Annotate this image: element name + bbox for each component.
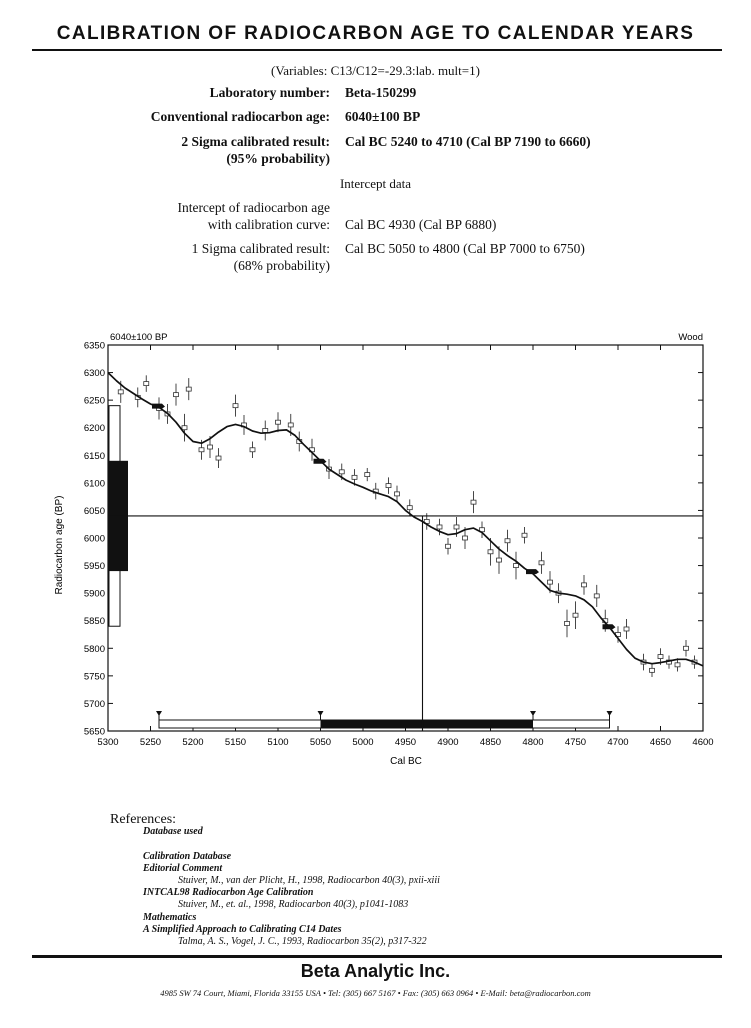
intercept-heading: Intercept data [339,176,412,191]
measurement-point [386,484,391,488]
x-tick-label: 4600 [692,737,714,748]
measurement-point [446,544,451,548]
ref-editorial-comment: Editorial Comment [143,863,223,874]
measurement-point [182,426,187,430]
measurement-point [594,594,599,598]
x-tick-label: 5100 [267,737,289,748]
measurement-point [658,655,663,659]
y-tick-label: 6300 [83,368,105,380]
x-tick-label: 4800 [522,737,544,748]
measurement-point [514,564,519,568]
x-tick-label: 4750 [564,737,587,748]
conventional-age-value: 6040±100 BP [345,109,421,124]
variables-line: (Variables: C13/C12=-29.3:lab. mult=1) [271,63,480,78]
sigma1-value: Cal BC 5050 to 4800 (Cal BP 7000 to 6750) [345,241,585,256]
ref-citation-3: Talma, A. S., Vogel, J. C., 1993, Radiocarbon 35(2), p317-322 [178,936,427,947]
y-tick-label: 5850 [83,616,105,628]
x-tick-label: 4950 [394,737,417,748]
conventional-age-label: Conventional radiocarbon age: [150,109,330,124]
calendar-sigma1-bar [321,720,534,728]
y-tick-label: 6250 [83,395,105,407]
measurement-point [250,448,255,452]
y-tick-label: 5750 [83,671,105,683]
measurement-point [365,473,370,477]
measurement-point [174,393,179,397]
intercept-label: Intercept of radiocarbon age [177,200,330,215]
ref-calibration-database: Calibration Database [143,851,232,862]
measurement-point [276,420,281,424]
measurement-point [407,506,412,510]
curve-range-marker [603,624,616,629]
footer-rule [32,955,722,958]
lab-number-value: Beta-150299 [345,85,417,100]
chart-age-label: 6040±100 BP [110,332,168,343]
ref-citation-1: Stuiver, M., van der Plicht, H., 1998, Radiocarbon 40(3), pxii-xiii [178,875,440,886]
ref-intcal98: INTCAL98 Radiocarbon Age Calibration [143,887,314,898]
x-tick-label: 5150 [224,737,247,748]
measurement-point [675,663,680,667]
measurement-point [288,423,293,427]
y-tick-label: 6150 [83,450,105,462]
x-tick-label: 5250 [139,737,162,748]
range-arrow-marker [156,711,162,716]
sigma2-value: Cal BC 5240 to 4710 (Cal BP 7190 to 6660) [345,134,591,149]
ref-mathematics: Mathematics [143,912,197,923]
intercept-value: Cal BC 4930 (Cal BP 6880) [345,217,497,232]
y-tick-label: 6100 [83,478,105,490]
measurement-point [522,533,527,537]
measurement-point [624,627,629,631]
measurement-point [437,525,442,529]
chart-sample-label: Wood [678,332,703,343]
measurement-point [471,500,476,504]
sigma2-probability-label: (95% probability) [226,151,330,166]
y-tick-label: 6000 [83,533,105,545]
measurement-point [497,558,502,562]
curve-range-marker [526,569,539,574]
measurement-point [395,492,400,496]
measurement-point [216,456,221,460]
measurement-point [352,475,357,479]
x-axis-label: Cal BC [390,756,422,767]
x-tick-label: 4700 [607,737,629,748]
page-title: CALIBRATION OF RADIOCARBON AGE TO CALENDAR YEARS [56,23,695,44]
measurement-point [488,550,493,554]
y-tick-label: 6050 [83,505,105,517]
range-arrow-marker [318,711,324,716]
x-tick-label: 5200 [182,737,204,748]
ref-citation-2: Stuiver, M., et. al., 1998, Radiocarbon 40(3), p1041-1083 [178,899,409,910]
measurement-point [199,448,204,452]
measurement-point [582,583,587,587]
ref-simplified-approach: A Simplified Approach to Calibrating C14 Dates [143,924,342,935]
measurement-point [454,525,459,529]
measurement-point [573,613,578,617]
x-tick-label: 4850 [479,737,502,748]
company-address: 4985 SW 74 Court, Miami, Florida 33155 USA • Tel: (305) 667 5167 • Fax: (305) 663 0964 • E-Mail: beta@radiocarbon.com [160,988,591,998]
x-tick-label: 5000 [352,737,374,748]
range-arrow-marker [607,711,613,716]
ref-database-used: Database used [143,826,203,837]
y-tick-label: 5800 [83,643,105,655]
sigma1-probability-label: (68% probability) [233,258,330,273]
x-tick-label: 5050 [309,737,332,748]
y-tick-label: 5700 [83,698,105,710]
y-tick-label: 6200 [83,423,105,435]
measurement-point [565,621,570,625]
measurement-point [118,390,123,394]
sigma1-label: 1 Sigma calibrated result: [191,241,330,256]
sigma2-label: 2 Sigma calibrated result: [181,134,330,149]
y-tick-label: 5900 [83,588,105,600]
measurement-point [208,445,213,449]
x-tick-label: 4650 [649,737,672,748]
curve-range-marker [314,459,327,464]
measurement-point [186,387,191,391]
curve-range-marker [152,404,165,409]
measurement-point [548,580,553,584]
intercept-label-2: with calibration curve: [207,217,330,232]
measurement-point [339,470,344,474]
measurement-point [263,428,268,432]
x-tick-label: 4900 [437,737,459,748]
measurement-point [144,382,149,386]
measurement-point [233,404,238,408]
measurement-point [650,668,655,672]
company-name: Beta Analytic Inc. [300,961,451,981]
measurement-point [684,646,689,650]
measurement-point [505,539,510,543]
y-axis-label: Radiocarbon age (BP) [54,495,65,595]
y-tick-label: 6350 [83,340,105,352]
measurement-point [463,536,468,540]
plot-frame [108,345,703,731]
y-tick-label: 5650 [83,726,105,738]
lab-number-label: Laboratory number: [209,85,330,100]
references-heading: References: [110,812,177,827]
x-tick-label: 5300 [97,737,119,748]
calibration-curve [108,373,703,666]
y-tick-label: 5950 [83,561,105,573]
range-arrow-marker [530,711,536,716]
measurement-point [539,561,544,565]
